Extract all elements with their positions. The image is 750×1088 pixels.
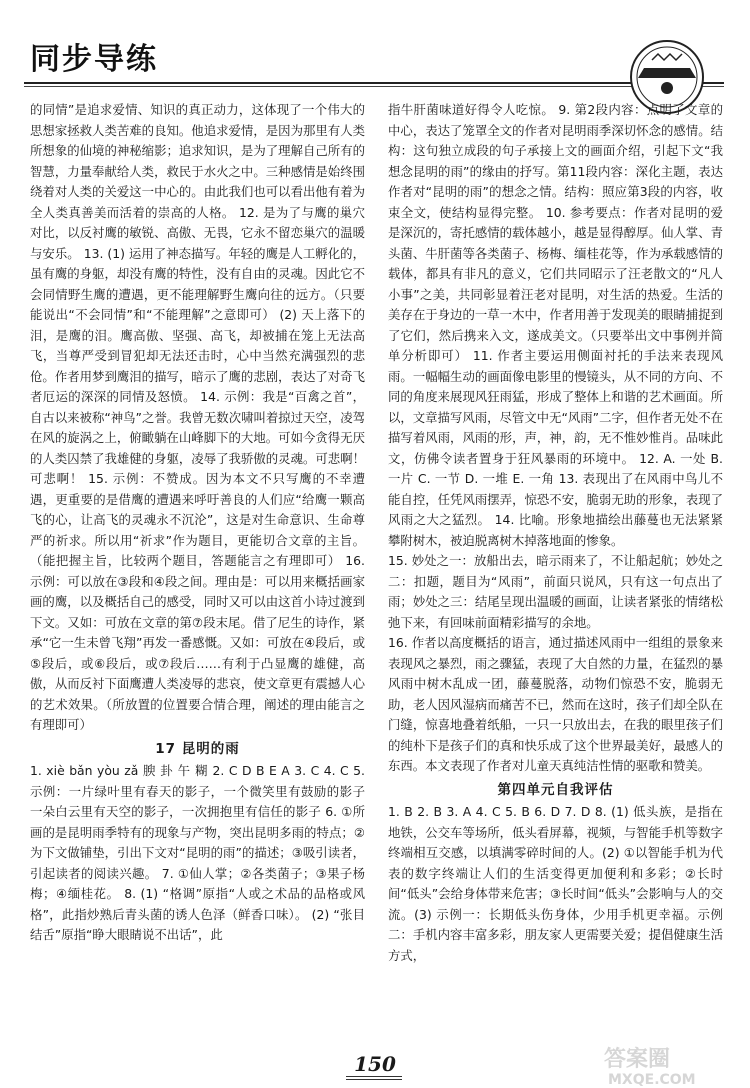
left-column bbox=[30, 100, 365, 946]
watermark-logo bbox=[600, 1040, 750, 1088]
answer-paragraph: 15. 妙处之一：放船出去，暗示雨来了，不让船起航；妙处之二：扣题，题目为“风雨”，前面只说风，只有这一句点出了雨；妙处之三：结尾呈现出温暖的画面，让读者紧张的情绪松弛下来，有回味前面精彩描写的余地。 bbox=[388, 553, 723, 630]
answer-paragraph: 指牛肝菌味道好得令人吃惊。 9. 第2段内容：点明了文章的中心，表达了笼罩全文的作者对昆明雨季深切怀念的感情。结构：这句独立成段的句子承接上文的画面介绍，引起下文“我想念昆明的雨”的缘由的抒写。第11段内容：深化主题，表达作者对“昆明的雨”的想念之情。结构：照应第3段的内容，收束全文，使结构显得完整。 10. 参考要点：作者对昆明的爱是深沉的，寄托感情的载体越小，越是显得醇厚。仙人掌、青头菌、牛肝菌等各类菌子、杨梅、缅桂花等，作为承载感情的载体，都具有非凡的意义，它们共同昭示了汪老散文的“凡人小事”之美，共同彰显着汪老对昆明，对生活的热爱。生活的美存在于身边的一草一木中，作者用善于发现美的眼睛捕捉到了它们，然后携来入文，遂成美文。（只要举出文中事例并简单分析即可） 11. 作者主要运用侧面衬托的手法来表现风雨。一幅幅生动的画面像电影里的慢镜头，从不同的方向、不同的角度来展现风狂雨猛，形成了整体上和谐的艺术画面。所以，文章描写风雨，尽管文中无“风雨”二字，但作者无处不在描写着风雨，风雨的形，声，神，韵，无不惟妙惟肖。品味此文，仿佛令读者置身于狂风暴雨的环境中。 12. A. 一处 B. 一片 C. 一节 D. 一堆 E. 一角 13. 表现出了在风雨中鸟儿不能自控，任凭风雨摆弄，惊恐不安，脆弱无助的形象，表现了风雨之大之猛烈。 14. 比喻。形象地描绘出藤蔓也无法紧紧攀附树木，被迫脱离树木掉落地面的惨象。 bbox=[388, 102, 723, 548]
svg-text:MXQE.COM: MXQE.COM bbox=[608, 1072, 696, 1088]
svg-text:答案圈: 答案圈 bbox=[604, 1047, 671, 1072]
page-number: 150 bbox=[354, 1052, 396, 1076]
answer-paragraph: 的同情”是追求爱情、知识的真正动力，这体现了一个伟大的思想家拯救人类苦难的良知。他追求爱情，是因为那里有人类所想象的仙境的神秘缩影；追求知识，是为了理解自己所有的智慧，力量奉献给人类，救民于水火之中。三种感情是始终围绕着对人类的关爱这一中心的。由此我们也可以看出他有着为全人类真善美而活着的崇高的人格。 12. 是为了与鹰的巢穴对比，以反衬鹰的敏锐、高傲、无畏，它永不留恋巢穴的温暖与安乐。 13. (1) 运用了神态描写。年轻的鹰是人工孵化的，虽有鹰的身躯，却没有鹰的特性，没有自由的灵魂。因此它不会同情野生鹰的遭遇，更不能理解野生鹰向往的远方。（只要能说出“不会同情”和“不能理解”之意即可） (2) 天上落下的泪，是鹰的泪。鹰高傲、坚强、高飞，却被捕在笼上无法高飞，当尊严受到冒犯却无法还击时，心中当然充满强烈的悲伧。作者用梦到鹰泪的描写，暗示了鹰的悲剧，表达了对奇飞者厄运的深深的同情及怒愤。 14. 示例：我是“百禽之首”，自古以来被称“神鸟”之誉。我曾无数次啸叫着掠过天空，凌驾在风的旋涡之上，俯瞰躺在山峰脚下的大地。可如今贪得无厌的人类囚禁了我雄健的身躯，凌辱了我骄傲的灵魂。可悲啊！可悲啊！ 15. 示例：不赞成。因为本文不只写鹰的不幸遭遇，更重要的是借鹰的遭遇来呼吁善良的人们应“给鹰一颗高飞的心，让高飞的灵魂永不沉沦”，这是对生命意识、生命尊严的祈求。所以用“祈求”作为题目，更能切合文章的主旨。（能把握主旨，比较两个题目，答题能言之有理即可） 16. 示例：可以放在③段和④段之间。理由是：可以用来概括画家画的鹰，以及概括自己的感受，同时又可以由这首小诗过渡到下文。又如：可放在文章的第⑦段末尾。借了尼生的诗作，紧承“它一生未曾飞翔”再发一番感慨。又如：可放在④段后，或⑤段后，或⑥段后，或⑦段后……有利于凸显鹰的雄健，高傲，从而反衬下面鹰遭人类凌辱的悲哀，使文章更有震撼人心的艺术效果。（所放置的位置要合情合理，阐述的理由能言之有理即可） bbox=[30, 102, 365, 732]
header-title: 同步导练 bbox=[30, 42, 158, 77]
right-column bbox=[388, 100, 723, 966]
page-number-underline bbox=[346, 1079, 402, 1080]
answer-paragraph: 1. xiè bǎn yòu zǎ 腴 卦 午 糊 2. C D B E A 3. C 4. C 5. 示例：一片绿叶里有春天的影子，一个微笑里有鼓励的影子 一朵白云里有天空的影子，一次拥抱里有信任的影子 6. ①所画的是昆明雨季特有的现象与产物，突出昆明多雨的特点；②为下文做铺垫，引出下文对“昆明的雨”的描述；③吸引读者，引起读者的阅读兴趣。 7. ①仙人掌；②各类菌子；③果子杨梅；④缅桂花。 8. (1) “格调”原指“人或之术品的品格或风格”，此指炒熟后青头菌的诱人色泽（鲜香口味）。 (2) “张目结舌”原指“睁大眼睛说不出话”，此 bbox=[30, 763, 365, 942]
header-rule bbox=[24, 82, 724, 84]
section-title: 第四单元自我评估 bbox=[497, 781, 614, 798]
answer-paragraph: 1. B 2. B 3. A 4. C 5. B 6. D 7. D 8. (1) 低头族，是指在地铁，公交车等场所，低头看屏幕，视频，与智能手机等数字终端相互交感，以填满零碎时间的人。(2) ①以智能手机为代表的数字终端让人们的生活变得更加便利和多彩；②长时间“低头”会给身体带来危害；③长时间“低头”会影响与人的交流。(3) 示例一：长期低头伤身体，少用手机更幸福。示例二：手机内容丰富多彩，朋友家人更需要关爱；提倡健康生活方式， bbox=[388, 804, 723, 963]
header-rule-thin bbox=[24, 86, 724, 87]
answer-paragraph: 16. 作者以高度概括的语言，通过描述风雨中一组组的景象来表现风之暴烈，雨之骤猛，表现了大自然的力量，在猛烈的暴风雨中树木乱成一团，藤蔓脱落，动物们惊恐不安，脆弱无助，老人因风湿病而痛苦不已，然而在这时，孩子们却全队在门缝，惊喜地叠着纸船，一只一只放出去，在我的眼里孩子们的纯朴下是孩子们的真和快乐成了这个世界最美好，最感人的东西。本文表现了作者对儿童天真纯洁性情的驱歌和赞美。 bbox=[388, 635, 723, 773]
page-number-underline bbox=[346, 1076, 402, 1077]
page-header bbox=[0, 0, 750, 92]
section-title: 17 昆明的雨 bbox=[155, 740, 240, 757]
